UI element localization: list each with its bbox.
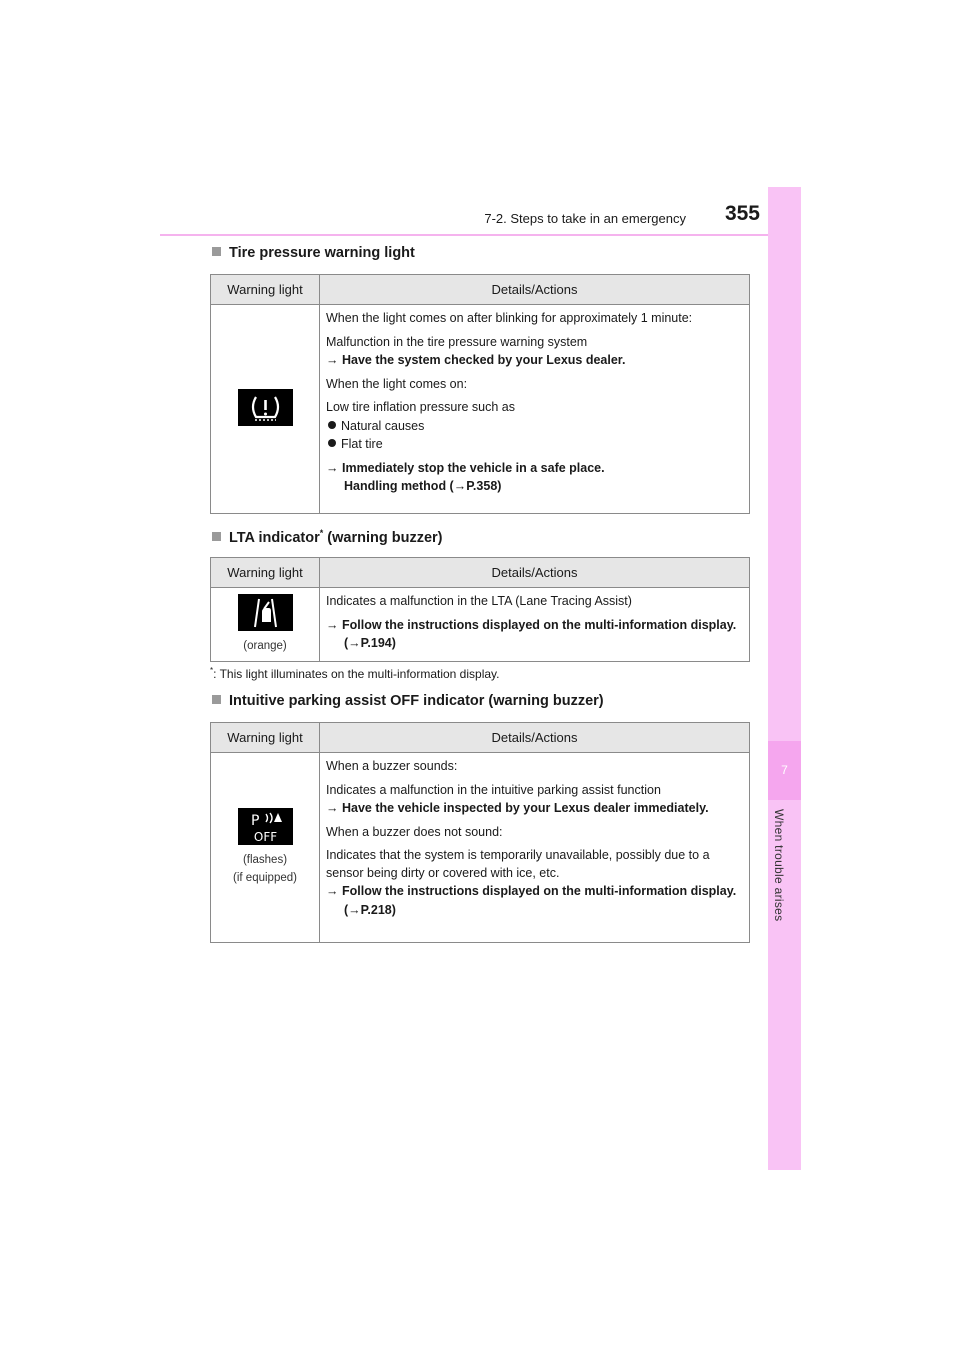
section-heading-lta: LTA indicator* (warning buzzer) <box>212 528 443 546</box>
square-bullet-icon <box>212 695 221 704</box>
action-text: Have the system checked by your Lexus dealer. <box>341 353 626 367</box>
tire-pressure-warning-icon <box>238 389 293 426</box>
page-reference: (→P.194) <box>344 636 396 650</box>
parking-assist-table <box>210 722 750 943</box>
page-header <box>160 200 768 236</box>
section-heading-parking-assist: Intuitive parking assist OFF indicator (warning buzzer) <box>212 693 604 709</box>
detail-text: When a buzzer does not sound: <box>326 824 503 839</box>
chapter-sidebar <box>768 187 801 1170</box>
action-text: Follow the instructions displayed on the multi-information display. <box>341 617 737 632</box>
col-header-details: Details/Actions <box>320 723 750 753</box>
detail-text: Malfunction in the tire pressure warning system <box>326 334 588 349</box>
section-heading-tire-pressure: Tire pressure warning light <box>212 245 415 261</box>
chapter-title: When trouble arises <box>772 809 786 922</box>
footnote: *: This light illuminates on the multi-information display. <box>210 666 500 681</box>
detail-text: Indicates a malfunction in the intuitive parking assist function <box>326 782 661 797</box>
svg-text:OFF: OFF <box>253 830 277 845</box>
svg-text:P: P <box>250 813 259 830</box>
icon-caption: (flashes) <box>242 854 288 867</box>
chapter-tab: 7 <box>768 741 801 800</box>
parking-assist-off-icon <box>238 808 293 845</box>
col-header-details: Details/Actions <box>320 275 750 305</box>
icon-caption: (orange) <box>243 639 287 652</box>
page-reference: (→P.218) <box>344 902 396 917</box>
tire-pressure-table <box>210 274 750 514</box>
arrow-icon: → <box>326 460 339 475</box>
arrow-icon: → <box>326 353 339 367</box>
col-header-warning-light: Warning light <box>211 275 320 305</box>
lta-steering-hand-icon <box>238 594 293 631</box>
action-text: Immediately stop the vehicle in a safe place. <box>341 460 605 475</box>
list-item: Flat tire <box>341 437 383 451</box>
action-text: Have the vehicle inspected by your Lexus dealer immediately. <box>341 801 709 815</box>
detail-text: When the light comes on: <box>326 376 468 391</box>
page-reference: Handling method (→P.358) <box>344 479 502 493</box>
square-bullet-icon <box>212 247 221 256</box>
detail-text: Indicates a malfunction in the LTA (Lane Tracing Assist) <box>326 594 632 608</box>
square-bullet-icon <box>212 532 221 541</box>
section-title: 7-2. Steps to take in an emergency <box>484 211 686 226</box>
bullet-icon <box>328 439 336 447</box>
col-header-warning-light: Warning light <box>211 558 320 588</box>
detail-text: When the light comes on after blinking for approximately 1 minute: <box>326 311 693 325</box>
icon-caption: (if equipped) <box>233 871 297 884</box>
detail-text: Low tire inflation pressure such as <box>326 400 515 414</box>
bullet-icon <box>328 421 336 429</box>
page-number: 355 <box>724 202 760 225</box>
action-text: Follow the instructions displayed on the multi-information display. <box>341 884 737 898</box>
col-header-details: Details/Actions <box>320 558 750 588</box>
list-item: Natural causes <box>341 418 425 433</box>
detail-text: Indicates that the system is temporarily unavailable, possibly due to a sensor being dirty or covered with ice, etc. <box>326 848 710 880</box>
col-header-warning-light: Warning light <box>211 723 320 753</box>
arrow-icon: → <box>326 617 339 632</box>
lta-table <box>210 557 750 662</box>
arrow-icon: → <box>326 884 339 898</box>
detail-text: When a buzzer sounds: <box>326 759 458 773</box>
arrow-icon: → <box>326 801 339 815</box>
